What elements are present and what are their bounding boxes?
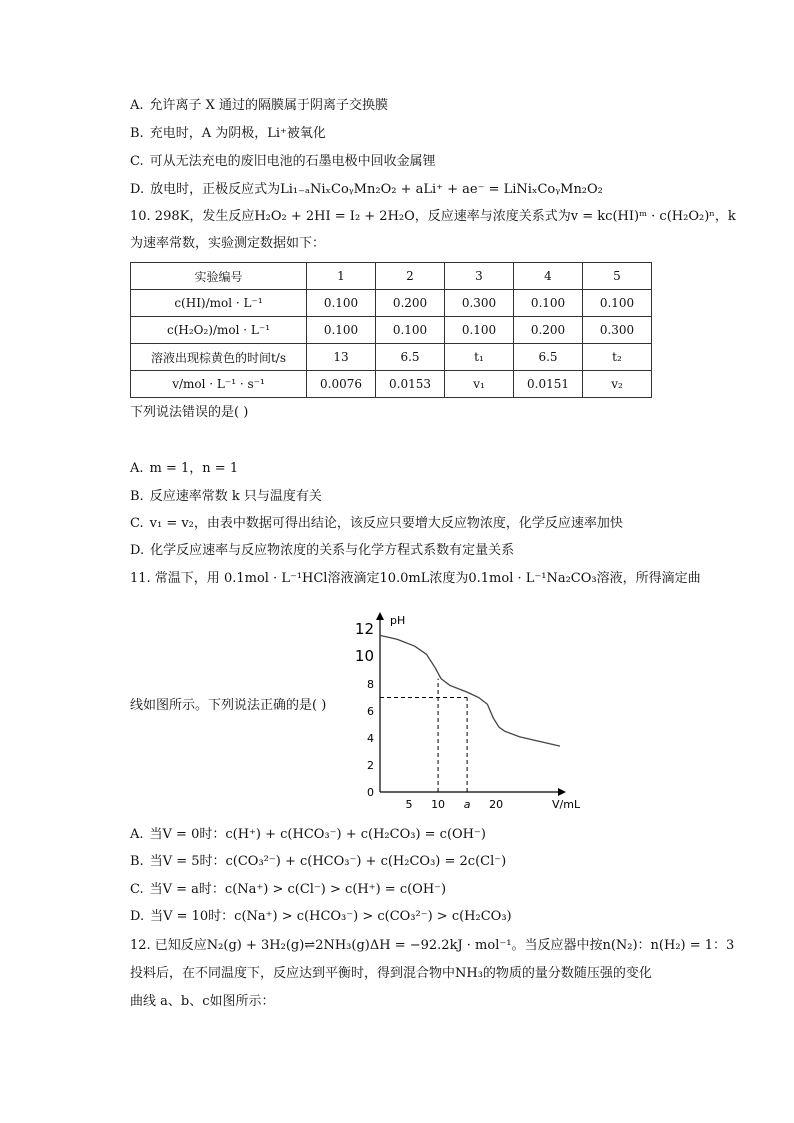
y-tick-label: 8: [367, 678, 374, 691]
table-cell: 1: [307, 263, 376, 290]
table-cell: v₁: [445, 371, 514, 398]
table-cell: 0.100: [376, 317, 445, 344]
option-text: 允许离子 X 通过的隔膜属于阴离子交换膜: [149, 98, 389, 113]
table-row: [131, 371, 652, 398]
option-text: 可从无法充电的废旧电池的石墨电极中回收金属锂: [149, 154, 436, 169]
table-cell: 0.100: [307, 317, 376, 344]
option-text: 当V = 5时：c(CO₃²⁻) + c(HCO₃⁻) + c(H₂CO₃) = 2c(Cl⁻): [149, 854, 507, 869]
table-cell: 0.300: [583, 317, 652, 344]
table-cell: 0.0151: [514, 371, 583, 398]
q11-option-b: [130, 853, 506, 871]
table-cell: t₂: [583, 344, 652, 371]
q11-option-a: [130, 826, 486, 844]
option-letter: A.: [130, 98, 144, 113]
q10-stem-line1: 10. 298K，发生反应H₂O₂ + 2HI = I₂ + 2H₂O，反应速率与浓度关系式为v = kc(HI)ᵐ · c(H₂O₂)ⁿ，k: [130, 209, 736, 224]
table-cell: 0.300: [445, 290, 514, 317]
q9-option-a: [130, 97, 388, 115]
q12-stem-line2: 投料后，在不同温度下，反应达到平衡时，得到混合物中NH₃的物质的量分数随压强的变化: [130, 966, 652, 981]
y-tick-label: 12: [354, 620, 374, 638]
table-row: [131, 263, 652, 290]
x-axis-label: V/mL: [552, 798, 581, 811]
table-cell: 0.200: [376, 290, 445, 317]
option-text: 化学反应速率与反应物浓度的关系与化学方程式系数有定量关系: [150, 543, 515, 558]
x-tick-label: 20: [489, 798, 504, 811]
table-cell: 4: [514, 263, 583, 290]
option-letter: C.: [130, 882, 144, 897]
option-text: 当V = a时：c(Na⁺) > c(Cl⁻) > c(H⁺) = c(OH⁻): [149, 882, 447, 897]
option-text: 反应速率常数 k 只与温度有关: [149, 489, 322, 504]
table-cell: 0.100: [514, 290, 583, 317]
option-letter: B.: [130, 489, 144, 504]
option-letter: A.: [130, 827, 144, 842]
x-tick-label: 5: [405, 798, 413, 811]
q10-option-d: [130, 542, 514, 560]
q12-stem-line3: 曲线 a、b、c如图所示：: [130, 994, 275, 1009]
q10-data-table: [130, 262, 652, 398]
table-cell: v₂: [583, 371, 652, 398]
y-tick-label: 6: [367, 705, 374, 718]
option-text: 放电时，正极反应式为Li₁₋ₐNiₓCoᵧMn₂O₂ + aLi⁺ + ae⁻ = LiNiₓCoᵧMn₂O₂: [150, 182, 603, 197]
option-text: 当V = 10时：c(Na⁺) > c(HCO₃⁻) > c(CO₃²⁻) > c(H₂CO₃): [150, 909, 512, 924]
q10-prompt: 下列说法错误的是( ): [130, 405, 249, 420]
table-row-label: 溶液出现棕黄色的时间t/s: [131, 344, 307, 371]
x-tick-label: 10: [431, 798, 446, 811]
option-letter: A.: [130, 461, 144, 476]
option-letter: D.: [130, 543, 145, 558]
table-row-label: c(HI)/mol · L⁻¹: [131, 290, 307, 317]
option-letter: C.: [130, 154, 144, 169]
q11-stem-line2: 线如图所示。下列说法正确的是( ): [130, 698, 327, 713]
table-row-label: c(H₂O₂)/mol · L⁻¹: [131, 317, 307, 344]
y-axis-arrow: [376, 612, 384, 620]
table-cell: 3: [445, 263, 514, 290]
q9-option-c: [130, 153, 436, 171]
table-row: [131, 290, 652, 317]
x-tick-label: a: [463, 798, 471, 811]
table-row: [131, 317, 652, 344]
q10-option-c: [130, 515, 623, 533]
option-letter: B.: [130, 854, 144, 869]
y-axis-label: pH: [390, 614, 406, 627]
table-cell: 5: [583, 263, 652, 290]
table-cell: 0.0076: [307, 371, 376, 398]
y-tick-label: 2: [367, 759, 374, 772]
q11-option-d: [130, 908, 512, 926]
table-cell: 0.100: [307, 290, 376, 317]
table-row: [131, 344, 652, 371]
q9-option-d: [130, 181, 603, 199]
option-text: 当V = 0时：c(H⁺) + c(HCO₃⁻) + c(H₂CO₃) = c(OH⁻): [149, 827, 486, 842]
table-cell: 0.200: [514, 317, 583, 344]
option-letter: C.: [130, 516, 144, 531]
table-row-label: v/mol · L⁻¹ · s⁻¹: [131, 371, 307, 398]
table-cell: t₁: [445, 344, 514, 371]
q10-option-b: [130, 488, 322, 506]
table-row-label: 实验编号: [131, 263, 307, 290]
table-cell: 0.0153: [376, 371, 445, 398]
table-cell: 6.5: [514, 344, 583, 371]
table-cell: 6.5: [376, 344, 445, 371]
table-cell: 0.100: [445, 317, 514, 344]
titration-curve-chart: [350, 610, 581, 815]
option-letter: D.: [130, 909, 145, 924]
option-text: 充电时，A 为阴极，Li⁺被氧化: [149, 126, 326, 141]
q12-stem-line1: 12. 已知反应N₂(g) + 3H₂(g)⇌2NH₃(g)ΔH = −92.2kJ · mol⁻¹。当反应器中按n(N₂)：n(H₂) = 1：3: [130, 938, 735, 953]
y-tick-label: 10: [354, 647, 374, 665]
q11-stem-line1: 11. 常温下，用 0.1mol · L⁻¹HCl溶液滴定10.0mL浓度为0.1mol · L⁻¹Na₂CO₃溶液，所得滴定曲: [130, 571, 701, 586]
table-cell: 13: [307, 344, 376, 371]
option-letter: D.: [130, 182, 145, 197]
q11-option-c: [130, 881, 446, 899]
option-text: v₁ = v₂，由表中数据可得出结论，该反应只要增大反应物浓度，化学反应速率加快: [149, 516, 623, 531]
option-letter: B.: [130, 126, 144, 141]
y-tick-label: 4: [367, 732, 374, 745]
option-text: m = 1，n = 1: [149, 461, 239, 476]
q10-stem-line2: 为速率常数，实验测定数据如下：: [130, 236, 326, 251]
q10-option-a: [130, 460, 238, 478]
series-line-ph: [380, 635, 560, 746]
q9-option-b: [130, 125, 326, 143]
y-tick-label: 0: [367, 786, 374, 799]
table-cell: 2: [376, 263, 445, 290]
table-cell: 0.100: [583, 290, 652, 317]
x-axis-arrow: [558, 788, 566, 796]
